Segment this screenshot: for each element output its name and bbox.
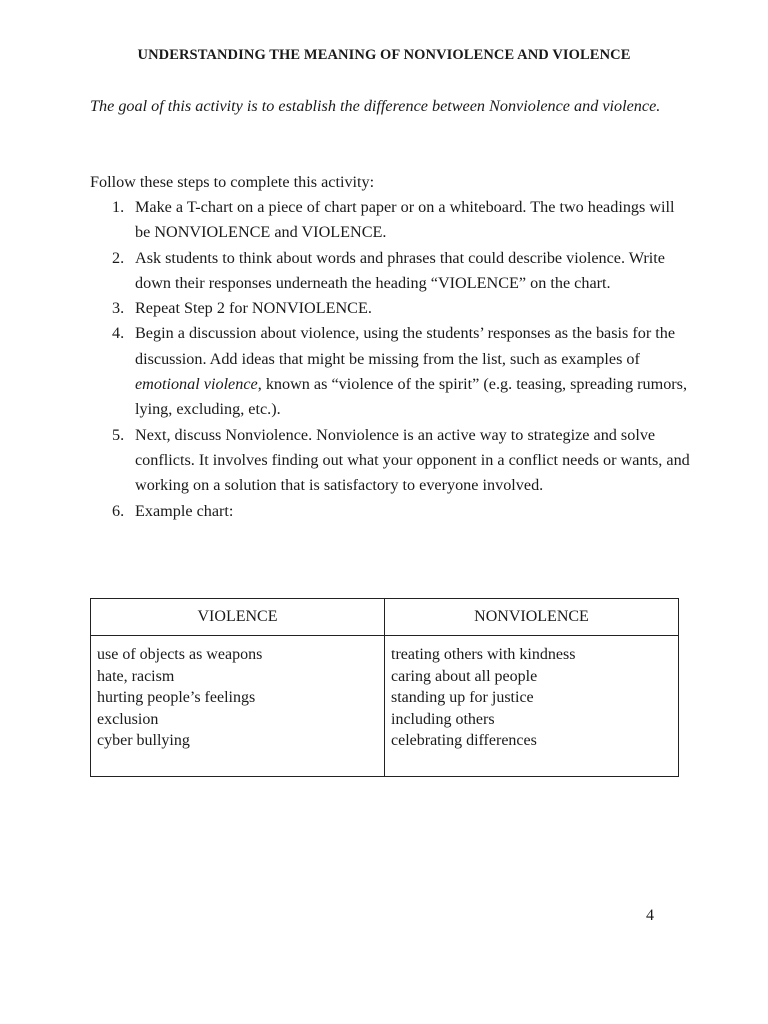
- violence-item: cyber bullying: [97, 732, 190, 749]
- nonviolence-item: caring about all people: [391, 667, 538, 685]
- step-number: 3.: [112, 299, 125, 318]
- step-emphasis: emotional violence: [135, 375, 258, 394]
- violence-item: use of objects as weapons: [97, 646, 263, 663]
- nonviolence-item: treating others with kindness: [391, 646, 576, 663]
- step-number: 1.: [112, 198, 125, 216]
- violence-header: VIOLENCE: [91, 599, 385, 636]
- step-text: Example chart:: [135, 501, 234, 520]
- page-title: UNDERSTANDING THE MEANING OF NONVIOLENCE AND VIOLENCE: [137, 47, 631, 63]
- step-item: [90, 195, 690, 246]
- step-item: [90, 499, 690, 524]
- nonviolence-item: including others: [391, 710, 495, 728]
- activity-goal: The goal of this activity is to establish the difference between Nonviolence and violence.: [90, 97, 661, 115]
- steps-intro: Follow these steps to complete this activity:: [90, 173, 375, 191]
- page-number: 4: [646, 907, 654, 924]
- table-header-row: [91, 599, 679, 636]
- step-item: [90, 296, 690, 321]
- step-item: [90, 246, 690, 297]
- table-row: [91, 636, 679, 777]
- nonviolence-item: standing up for justice: [391, 689, 534, 706]
- step-text-after: , known as “violence of the spirit” (e.g. teasing, spreading rumors, lying, excluding, etc.).: [135, 375, 688, 419]
- nonviolence-column: [385, 636, 679, 777]
- step-item: [90, 423, 690, 499]
- steps-list: [90, 195, 690, 524]
- step-text: [135, 324, 687, 418]
- violence-item: hate, racism: [97, 667, 175, 685]
- step-number: 2.: [112, 248, 125, 267]
- step-text-before: Begin a discussion about violence, using the students’ responses as the basis for the discussion. Add ideas that might be missing from the list, such as examples of: [135, 324, 676, 368]
- violence-item: exclusion: [97, 710, 159, 728]
- nonviolence-item: celebrating differences: [391, 732, 537, 749]
- step-text: Next, discuss Nonviolence. Nonviolence is an active way to strategize and solve conflicts. It involves finding out what your opponent in a conflict needs or wants, and working on a solution that is satisfactory to everyone involved.: [135, 425, 690, 495]
- step-item: [90, 321, 690, 422]
- t-chart-table: [90, 598, 679, 777]
- step-text: Repeat Step 2 for NONVIOLENCE.: [135, 299, 372, 318]
- step-text: Ask students to think about words and phrases that could describe violence. Write down their responses underneath the heading “VIOLENCE” on the chart.: [135, 248, 665, 292]
- step-number: 5.: [112, 425, 125, 444]
- nonviolence-header: NONVIOLENCE: [385, 599, 679, 636]
- violence-column: [91, 636, 385, 777]
- step-number: 6.: [112, 501, 125, 520]
- violence-item: hurting people’s feelings: [97, 689, 256, 706]
- step-text: Make a T-chart on a piece of chart paper or on a whiteboard. The two headings will be NONVIOLENCE and VIOLENCE.: [135, 198, 675, 242]
- step-number: 4.: [112, 324, 125, 343]
